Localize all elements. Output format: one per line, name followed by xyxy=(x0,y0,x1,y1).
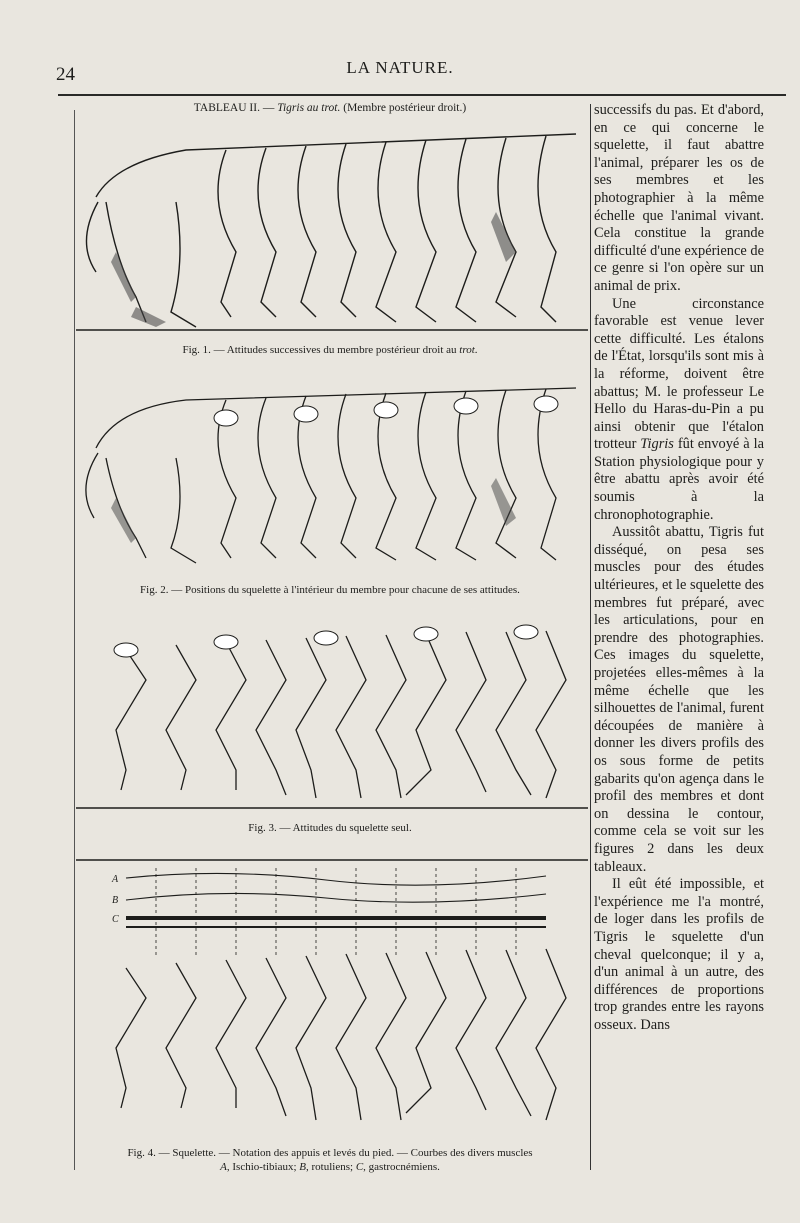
left-margin-rule xyxy=(74,110,75,1170)
article-paragraph-3: Aussitôt abattu, Tigris fut disséqué, on pesa ses muscles pour des études ultérieures, et le squelette des membres fut préparé, avec les articulations, pour en prendre des photographies. Ces images du squelette, projetées elles-mêmes à la même échelle que les silhouettes de l'animal, furent découpées de manière à donner les divers profils des os sous forme de petits gabarits qu'on agença dans le profil des membres et dont on dessina le contour, comme cela se voit sur les figures 2 dans les deux tableaux. xyxy=(594,524,764,875)
p2-text-a: Une circonstance favorable est venue lever cette difficulté. Les étalons de l'État, lorsqu'ils sont mis à la réforme, doivent être abattus; M. le professeur Le Hello du Haras-du-Pin a pu ainsi obtenir que l'étalon trotteur xyxy=(594,295,764,453)
muscle-a: A xyxy=(220,1161,227,1173)
p2-tigris: Tigris xyxy=(640,436,674,453)
figure-4-caption xyxy=(80,1146,580,1174)
figure-3-caption: Fig. 3. — Attitudes du squelette seul. xyxy=(248,822,412,834)
tableau-detail: (Membre postérieur droit.) xyxy=(340,102,467,114)
article-paragraph-1: successifs du pas. Et d'abord, en ce qui concerne le squelette, il faut abattre l'animal, préparer les os de ses membres et les photographier à la même échelle que l'animal vivant. Cela constitue la grande difficulté d'une expérience de ce genre si l'on opère sur un animal de prix. xyxy=(594,102,764,294)
muscle-a-desc: , Ischio-tibiaux; xyxy=(226,1161,300,1173)
muscle-c-desc: , gastrocnémiens. xyxy=(363,1161,440,1173)
muscle-b-desc: , rotuliens; xyxy=(306,1161,356,1173)
figure-1-caption xyxy=(80,344,580,356)
tableau-title xyxy=(80,102,580,114)
curve-label-c: C xyxy=(112,914,119,925)
figure-3-drawing xyxy=(76,620,588,815)
figure-4-skeleton-with-curves xyxy=(76,858,588,1138)
fig1-caption-text: Fig. 1. — Attitudes successives du membre postérieur droit au xyxy=(182,344,460,356)
figure-1-silhouettes xyxy=(76,122,588,337)
fig1-caption-em: trot xyxy=(459,344,475,356)
fig1-caption-end: . xyxy=(474,344,478,356)
curve-label-a: A xyxy=(112,874,119,885)
muscle-c: C xyxy=(355,1161,364,1173)
column-divider xyxy=(590,104,591,1170)
tableau-subject: Tigris au trot. xyxy=(277,102,341,114)
figure-1-drawing xyxy=(76,122,588,337)
muscle-b: B xyxy=(299,1161,307,1173)
figure-2-drawing xyxy=(76,378,588,573)
curve-label-b: B xyxy=(112,895,119,906)
figure-3-skeleton-alone xyxy=(76,620,588,815)
figure-2-caption: Fig. 2. — Positions du squelette à l'intérieur du membre pour chacune de ses attitudes. xyxy=(140,584,520,596)
fig4-caption-line2 xyxy=(80,1160,580,1174)
figure-4-drawing xyxy=(76,858,588,1138)
fig4-caption-line1: Fig. 4. — Squelette. — Notation des appuis et levés du pied. — Courbes des divers muscles xyxy=(127,1147,533,1159)
header-rule xyxy=(58,94,786,96)
article-paragraph-4: Il eût été impossible, et l'expérience me l'a montré, de loger dans les profils de Tigris le squelette d'un cheval quelconque; il y a, d'un animal à un autre, des différences de proportions trop grandes entre les rayons osseux. Dans xyxy=(594,876,764,1033)
page-number: 24 xyxy=(56,64,75,85)
figure-2-skeleton-in-limb xyxy=(76,378,588,573)
article-paragraph-2 xyxy=(594,296,764,525)
article-column xyxy=(594,102,764,1034)
running-title: LA NATURE. xyxy=(346,58,454,77)
tableau-prefix: TABLEAU II. — xyxy=(193,102,278,114)
p2-text-b: fût envoyé à la Station physiologique pour y être abattu après avoir été soumis à la chronophotographie. xyxy=(594,436,764,523)
